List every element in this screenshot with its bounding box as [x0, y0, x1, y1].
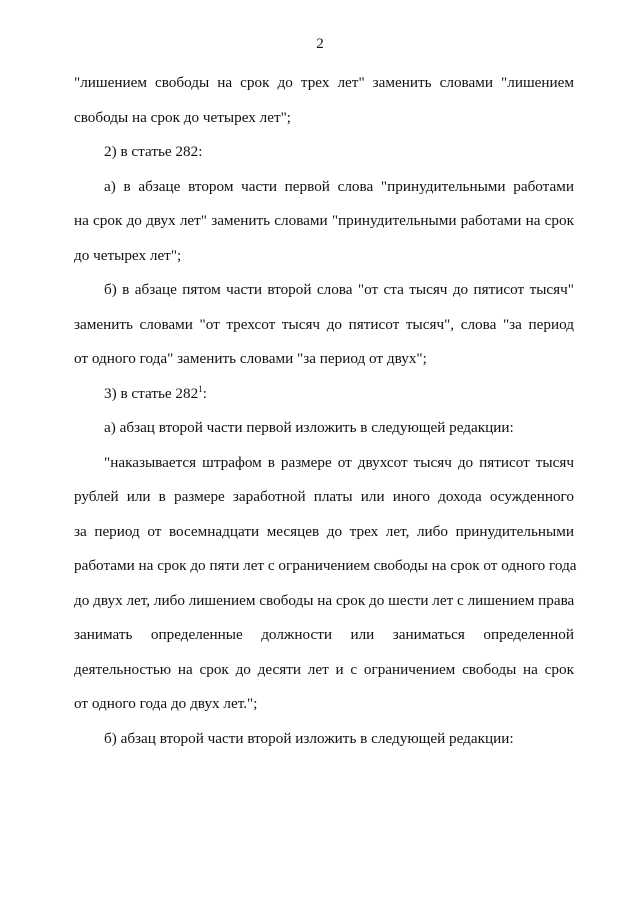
paragraph-1-line-2: свободы на срок до четырех лет";: [74, 108, 292, 126]
paragraph-6-line-1: а) абзац второй части первой изложить в следующей редакции:: [104, 419, 514, 436]
paragraph-5-line-1: [74, 377, 574, 412]
paragraph-4-line-2: заменить словами "от трехсот тысяч до пятисот тысяч", слова "за период: [74, 315, 574, 333]
paragraph-7-line-8: от одного года до двух лет.";: [74, 695, 258, 712]
paragraph-8-line-1: б) абзац второй части второй изложить в следующей редакции:: [104, 729, 514, 747]
paragraph-7-line-3: за период от восемнадцати месяцев до трех лет, либо принудительными: [74, 522, 574, 540]
document-body: [74, 66, 577, 756]
paragraph-3-line-1: а) в абзаце втором части первой слова "принудительными работами: [104, 177, 574, 195]
paragraph-4-line-1: б) в абзаце пятом части второй слова "от ста тысяч до пятисот тысяч": [104, 281, 574, 298]
paragraph-7-line-5: до двух лет, либо лишением свободы на срок до шести лет с лишением права: [74, 591, 575, 609]
article-reference: 3) в статье 282: [104, 384, 199, 402]
paragraph-3-line-3: до четырех лет";: [74, 246, 182, 264]
paragraph-7-line-6: занимать определенные должности или заниматься определенной: [74, 626, 574, 643]
article-superscript: 1: [198, 383, 203, 394]
paragraph-7-line-2: рублей или в размере заработной платы или иного дохода осужденного: [74, 488, 574, 505]
paragraph-1-line-1: "лишением свободы на срок до трех лет" заменить словами "лишением: [74, 74, 574, 91]
article-reference-tail: :: [202, 384, 207, 402]
paragraph-3-line-2: на срок до двух лет" заменить словами "принудительными работами на срок: [74, 212, 574, 229]
paragraph-4-line-3: от одного года" заменить словами "за период от двух";: [74, 350, 427, 367]
paragraph-7-line-4: работами на срок до пяти лет с ограничением свободы на срок от одного года: [74, 557, 577, 574]
paragraph-7-line-1: "наказывается штрафом в размере от двухсот тысяч до пятисот тысяч: [104, 453, 574, 471]
paragraph-7-line-7: деятельностью на срок до десяти лет и с ограничением свободы на срок: [74, 660, 574, 678]
paragraph-2-line-1: 2) в статье 282:: [104, 143, 203, 160]
page-number: 2: [316, 36, 324, 52]
